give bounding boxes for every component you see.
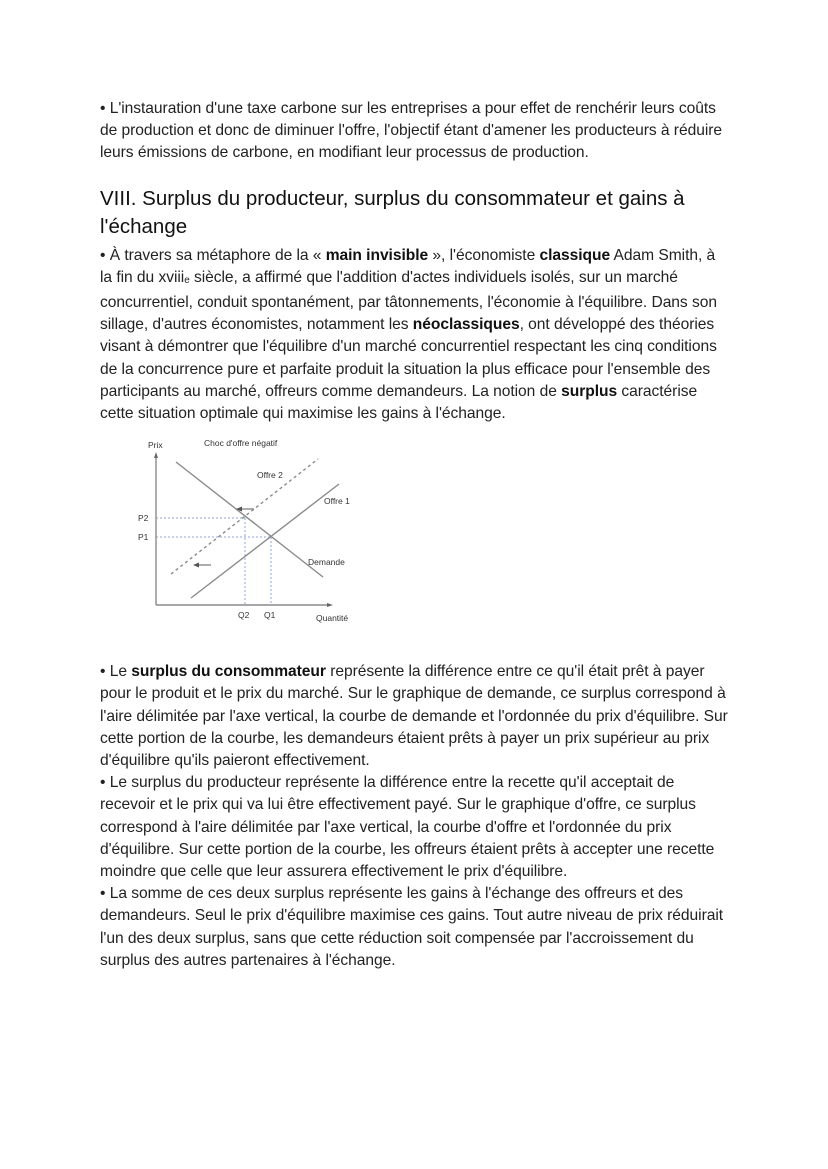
section-title: VIII. Surplus du producteur, surplus du consommateur et gains à l'échange <box>100 186 685 238</box>
text-run: Adam Smith, à la fin du xviii <box>100 246 716 286</box>
bold-term-main-invisible: main invisible <box>325 246 429 264</box>
surplus-explanations <box>100 661 730 972</box>
supply-1-label: Offre 1 <box>324 496 350 507</box>
demand-label: Demande <box>308 557 345 568</box>
supply-2-label: Offre 2 <box>257 470 283 481</box>
century-suffix: e <box>184 274 190 286</box>
text-run: • Le <box>100 663 132 681</box>
gains-from-trade-paragraph: • La somme de ces deux surplus représente les gains à l'échange des offreurs et des demandeurs. Seul le prix d'équilibre maximise ces gains. Tout autre niveau de prix réduirait l'un des deux surplus, sans que cette réduction soit compensée par l'accroissement du surplus des autres partenaires à l'échange. <box>100 885 724 969</box>
guide-lines <box>156 518 271 605</box>
p1-tick-label: P1 <box>138 532 149 543</box>
y-axis-arrowhead-icon <box>154 452 158 458</box>
bold-term-classique: classique <box>539 246 611 264</box>
bold-term-surplus: surplus <box>561 382 618 400</box>
chart-title: Choc d'offre négatif <box>204 439 278 449</box>
x-axis-label: Quantité <box>316 613 349 624</box>
bold-term-neoclassiques: néoclassiques <box>412 316 520 334</box>
arrow-left-icon <box>193 563 199 568</box>
text-run: , ont développé des théories visant à démontrer que l'équilibre d'un marché concurrentiel respectant les cinq conditions de la concurrence pure et parfaite produit la situation la plus efficace pour l'ensemble des participants au marché, offreurs comme demandeurs. La notion de <box>100 316 717 400</box>
y-axis-label: Prix <box>148 440 163 451</box>
text-run: siècle, a affirmé que l'addition d'actes individuels isolés, sur un marché concurrentiel, conduit spontanément, par tâtonnements, l'économie à l'équilibre. Dans son sillage, d'autres économistes, notamment les <box>100 268 717 334</box>
intro-paragraph: • L'instauration d'une taxe carbone sur les entreprises a pour effet de renchérir leurs coûts de production et donc de diminuer l'offre, l'objectif étant d'amener les producteurs à réduire leurs émissions de carbone, en modifiant leur processus de production. <box>100 100 722 162</box>
text-run: », l'économiste <box>428 246 540 264</box>
text-run: • À travers sa métaphore de la « <box>100 246 326 264</box>
demand-curve <box>176 462 323 577</box>
producer-surplus-paragraph: • Le surplus du producteur représente la différence entre la recette qu'il acceptait de recevoir et le prix qui va lui être effectivement payé. Sur le graphique d'offre, ce surplus correspond à l'aire délimitée par l'axe vertical, la courbe d'offre et l'ordonnée du prix d'équilibre. Sur cette portion de la courbe, les offreurs étaient prêts à accepter une recette moindre que celle que leur assurera effectivement le prix d'équilibre. <box>100 774 715 881</box>
q2-tick-label: Q2 <box>238 610 250 621</box>
p2-tick-label: P2 <box>138 513 149 524</box>
supply-shock-chart <box>130 439 430 639</box>
text-run: représente la différence entre ce qu'il était prêt à payer pour le produit et le prix du marché. Sur le graphique de demande, ce surplus correspond à l'aire délimitée par l'axe vertical, la courbe de demande et l'ordonnée du prix d'équilibre. Sur cette portion de la courbe, les demandeurs étaient prêts à payer un prix supérieur au prix d'équilibre qu'ils paieront effectivement. <box>100 663 728 770</box>
supply-1-curve <box>191 484 339 598</box>
consumer-surplus-paragraph <box>100 661 730 772</box>
adam-smith-paragraph <box>100 245 730 426</box>
bold-term-consumer-surplus: surplus du consommateur <box>131 663 326 681</box>
x-axis-arrowhead-icon <box>327 603 333 607</box>
q1-tick-label: Q1 <box>264 610 276 621</box>
text-run: caractérise cette situation optimale qui maximise les gains à l'échange. <box>100 382 698 423</box>
document-page <box>100 98 730 972</box>
chart-svg <box>130 439 430 639</box>
